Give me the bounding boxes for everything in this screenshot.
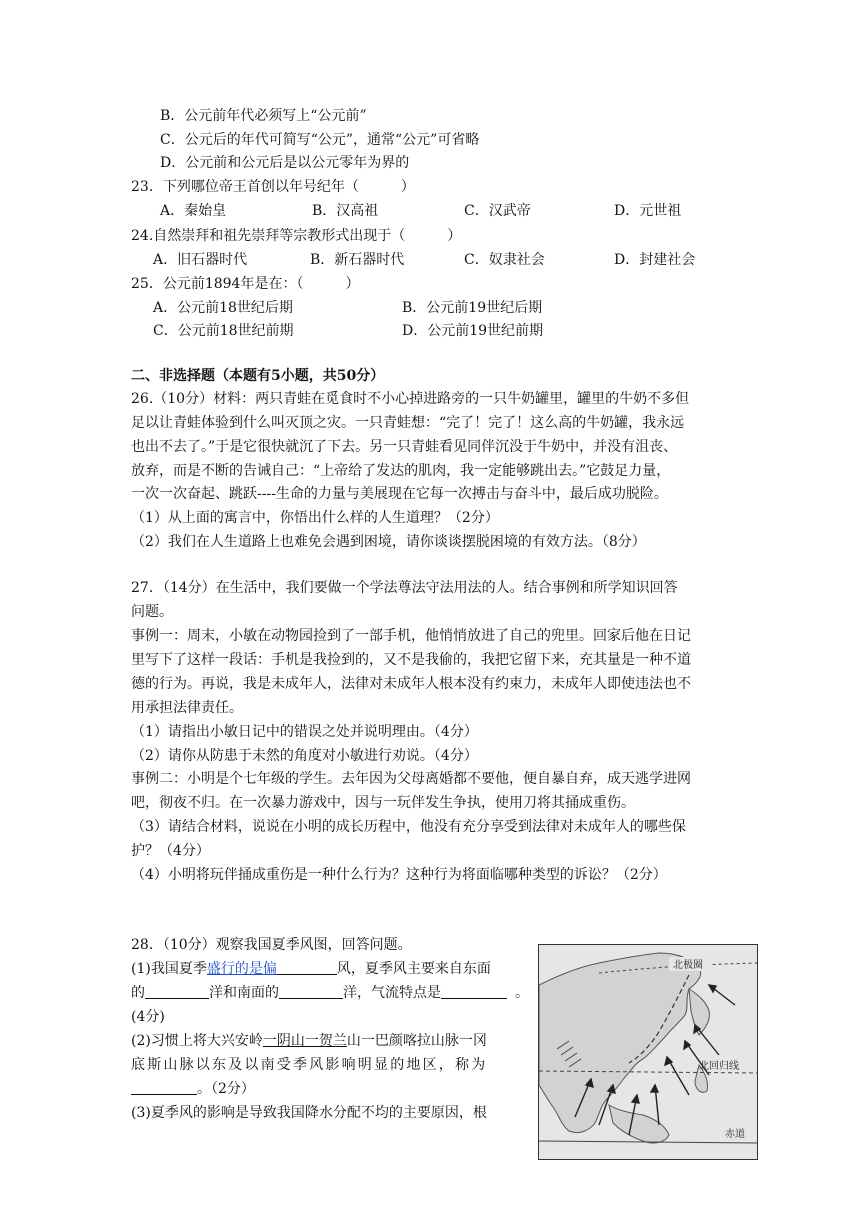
q27-sub-1: （1）请指出小敏日记中的错误之处并说明理由。（4分） bbox=[131, 724, 478, 740]
q22-option-c: C．公元后的年代可简写“公元”，通常“公元”可省略 bbox=[160, 132, 480, 148]
answer-blank-2[interactable] bbox=[145, 984, 209, 999]
arctic-circle-label: 北极圈 bbox=[673, 960, 703, 971]
q28-sub2-end: 。（2分） bbox=[197, 1081, 255, 1097]
q28-sub1-text-a: (1)我国夏季 bbox=[131, 961, 207, 977]
q26-sub-2: （2）我们在人生道路上也难免会遇到困境，请你谈谈摆脱困境的有效方法。（8分） bbox=[131, 534, 646, 550]
q25-option-d: D．公元前19世纪前期 bbox=[402, 323, 544, 339]
q25-stem: 25．公元前1894年是在：（ ） bbox=[131, 276, 360, 292]
q26-line-1: 26.（10分）材料：两只青蛙在觅食时不小心掉进路旁的一只牛奶罐里，罐里的牛奶不多但 bbox=[131, 391, 690, 407]
q26-line-2: 足以让青蛙体验到什么叫灭顶之灾。一只青蛙想：“完了！完了！这么高的牛奶罐，我永远 bbox=[131, 415, 685, 431]
q27-case1-line-4: 用承担法律责任。 bbox=[131, 700, 243, 716]
q27-sub-4: （4）小明将玩伴捅成重伤是一种什么行为？这种行为将面临哪种类型的诉讼？（2分） bbox=[131, 867, 667, 883]
map-svg bbox=[539, 945, 757, 1159]
q27-sub-3a: （3）请结合材料，说说在小明的成长历程中，他没有充分享受到法律对未成年人的哪些保 bbox=[131, 819, 686, 835]
q24-option-d: D．封建社会 bbox=[614, 252, 696, 268]
q28-sub1-score: (4分) bbox=[131, 1009, 165, 1025]
q28-sub1-line-1 bbox=[131, 959, 491, 979]
q24-option-b: B．新石器时代 bbox=[310, 252, 405, 268]
q25-option-b: B．公元前19世纪后期 bbox=[402, 300, 543, 316]
q28-sub1-text-e: 洋，气流特点是 bbox=[343, 985, 441, 1001]
q27-case1-line-2: 里写下了这样一段话：手机是我捡到的，又不是我偷的，我把它留下来，充其量是一种不道 bbox=[131, 652, 691, 668]
q28-sub2-text-b: 山一巴颜喀拉山脉一冈 bbox=[346, 1033, 487, 1049]
q25-option-c: C．公元前18世纪前期 bbox=[153, 323, 294, 339]
q27-case1-line-1: 事例一：周末，小敏在动物园捡到了一部手机，他悄悄放进了自己的兜里。回家后他在日记 bbox=[131, 628, 691, 644]
summer-monsoon-map bbox=[538, 944, 758, 1160]
q23-option-b: B．汉高祖 bbox=[312, 203, 379, 219]
q28-sub1-text-c: 的 bbox=[131, 985, 145, 1001]
answer-blank-5[interactable] bbox=[131, 1080, 197, 1095]
q28-sub2-line-2: 底斯山脉以东及以南受季风影响明显的地区，称为 bbox=[131, 1057, 488, 1073]
section-2-title: 二、非选择题（本题有5小题，共50分） bbox=[131, 368, 385, 384]
q22-option-b: B．公元前年代必须写上“公元前” bbox=[160, 108, 367, 124]
q27-sub-3b: 护？（4分） bbox=[131, 843, 210, 859]
q22-option-d: D．公元前和公元后是以公元零年为界的 bbox=[160, 155, 410, 171]
q27-case2-line-1: 事例二：小明是个七年级的学生。去年因为父母离婚都不要他，便自暴自弃，成天逃学进网 bbox=[131, 771, 691, 787]
q27-sub-2: （2）请你从防患于未然的角度对小敏进行劝说。（4分） bbox=[131, 748, 478, 764]
q26-sub-1: （1）从上面的寓言中，你悟出什么样的人生道理？（2分） bbox=[131, 510, 499, 526]
q26-line-5: 一次一次奋起、跳跃----生命的力量与美展现在它每一次搏击与奋斗中，最后成功脱险。 bbox=[131, 486, 668, 502]
answer-blank-4[interactable] bbox=[441, 984, 507, 999]
q23-option-c: C．汉武帝 bbox=[464, 203, 531, 219]
q28-sub1-line-2 bbox=[131, 983, 529, 1003]
q24-option-a: A．旧石器时代 bbox=[153, 252, 248, 268]
q28-sub2-line-1 bbox=[131, 1031, 487, 1051]
q25-option-a: A．公元前18世纪后期 bbox=[153, 300, 293, 316]
q28-sub1-text-d: 洋和南面的 bbox=[209, 985, 279, 1001]
q26-line-3: 也出不去了。”于是它很快就沉了下去。另一只青蛙看见同伴沉没于牛奶中，并没有沮丧、 bbox=[131, 439, 678, 455]
q28-sub1-text-b: 风，夏季风主要来自东面 bbox=[336, 961, 491, 977]
q28-sub1-link[interactable]: 盛行的是偏 bbox=[206, 961, 277, 977]
q27-intro-1: 27．（14分）在生活中，我们要做一个学法尊法守法用法的人。结合事例和所学知识回答 bbox=[131, 580, 678, 596]
q23-option-d: D．元世祖 bbox=[614, 203, 682, 219]
q28-stem: 28．（10分）观察我国夏季风图，回答问题。 bbox=[131, 937, 412, 953]
equator-label: 赤道 bbox=[725, 1129, 745, 1140]
q28-sub3: (3)夏季风的影响是导致我国降水分配不均的主要原因，根 bbox=[131, 1105, 487, 1121]
q28-sub1-text-f: 。 bbox=[515, 985, 529, 1001]
q23-stem: 23．下列哪位帝王首创以年号纪年（ ） bbox=[131, 179, 415, 195]
q23-option-a: A．秦始皇 bbox=[160, 203, 227, 219]
q28-sub2-line-3 bbox=[131, 1079, 255, 1099]
q27-case1-line-3: 德的行为。再说，我是未成年人，法律对未成年人根本没有约束力，未成年人即使违法也不 bbox=[131, 676, 691, 692]
q26-line-4: 放弃，而是不断的告诫自己：“上帝给了发达的肌肉，我一定能够跳出去。”它鼓足力量， bbox=[131, 463, 671, 479]
tropic-of-cancer-label: 北回归线 bbox=[699, 1061, 739, 1072]
q24-option-c: C．奴隶社会 bbox=[464, 252, 545, 268]
answer-blank-1[interactable] bbox=[277, 960, 337, 975]
q27-case2-line-2: 吧，彻夜不归。在一次暴力游戏中，因与一玩伴发生争执，使用刀将其捅成重伤。 bbox=[131, 795, 635, 811]
q28-sub2-underlined: 一阴山一贺兰 bbox=[262, 1033, 347, 1049]
q27-intro-2: 问题。 bbox=[131, 604, 173, 620]
answer-blank-3[interactable] bbox=[279, 984, 343, 999]
q24-stem: 24.自然崇拜和祖先崇拜等宗教形式出现于（ ） bbox=[131, 228, 462, 244]
q28-sub2-text-a: (2)习惯上将大兴安岭 bbox=[131, 1033, 263, 1049]
